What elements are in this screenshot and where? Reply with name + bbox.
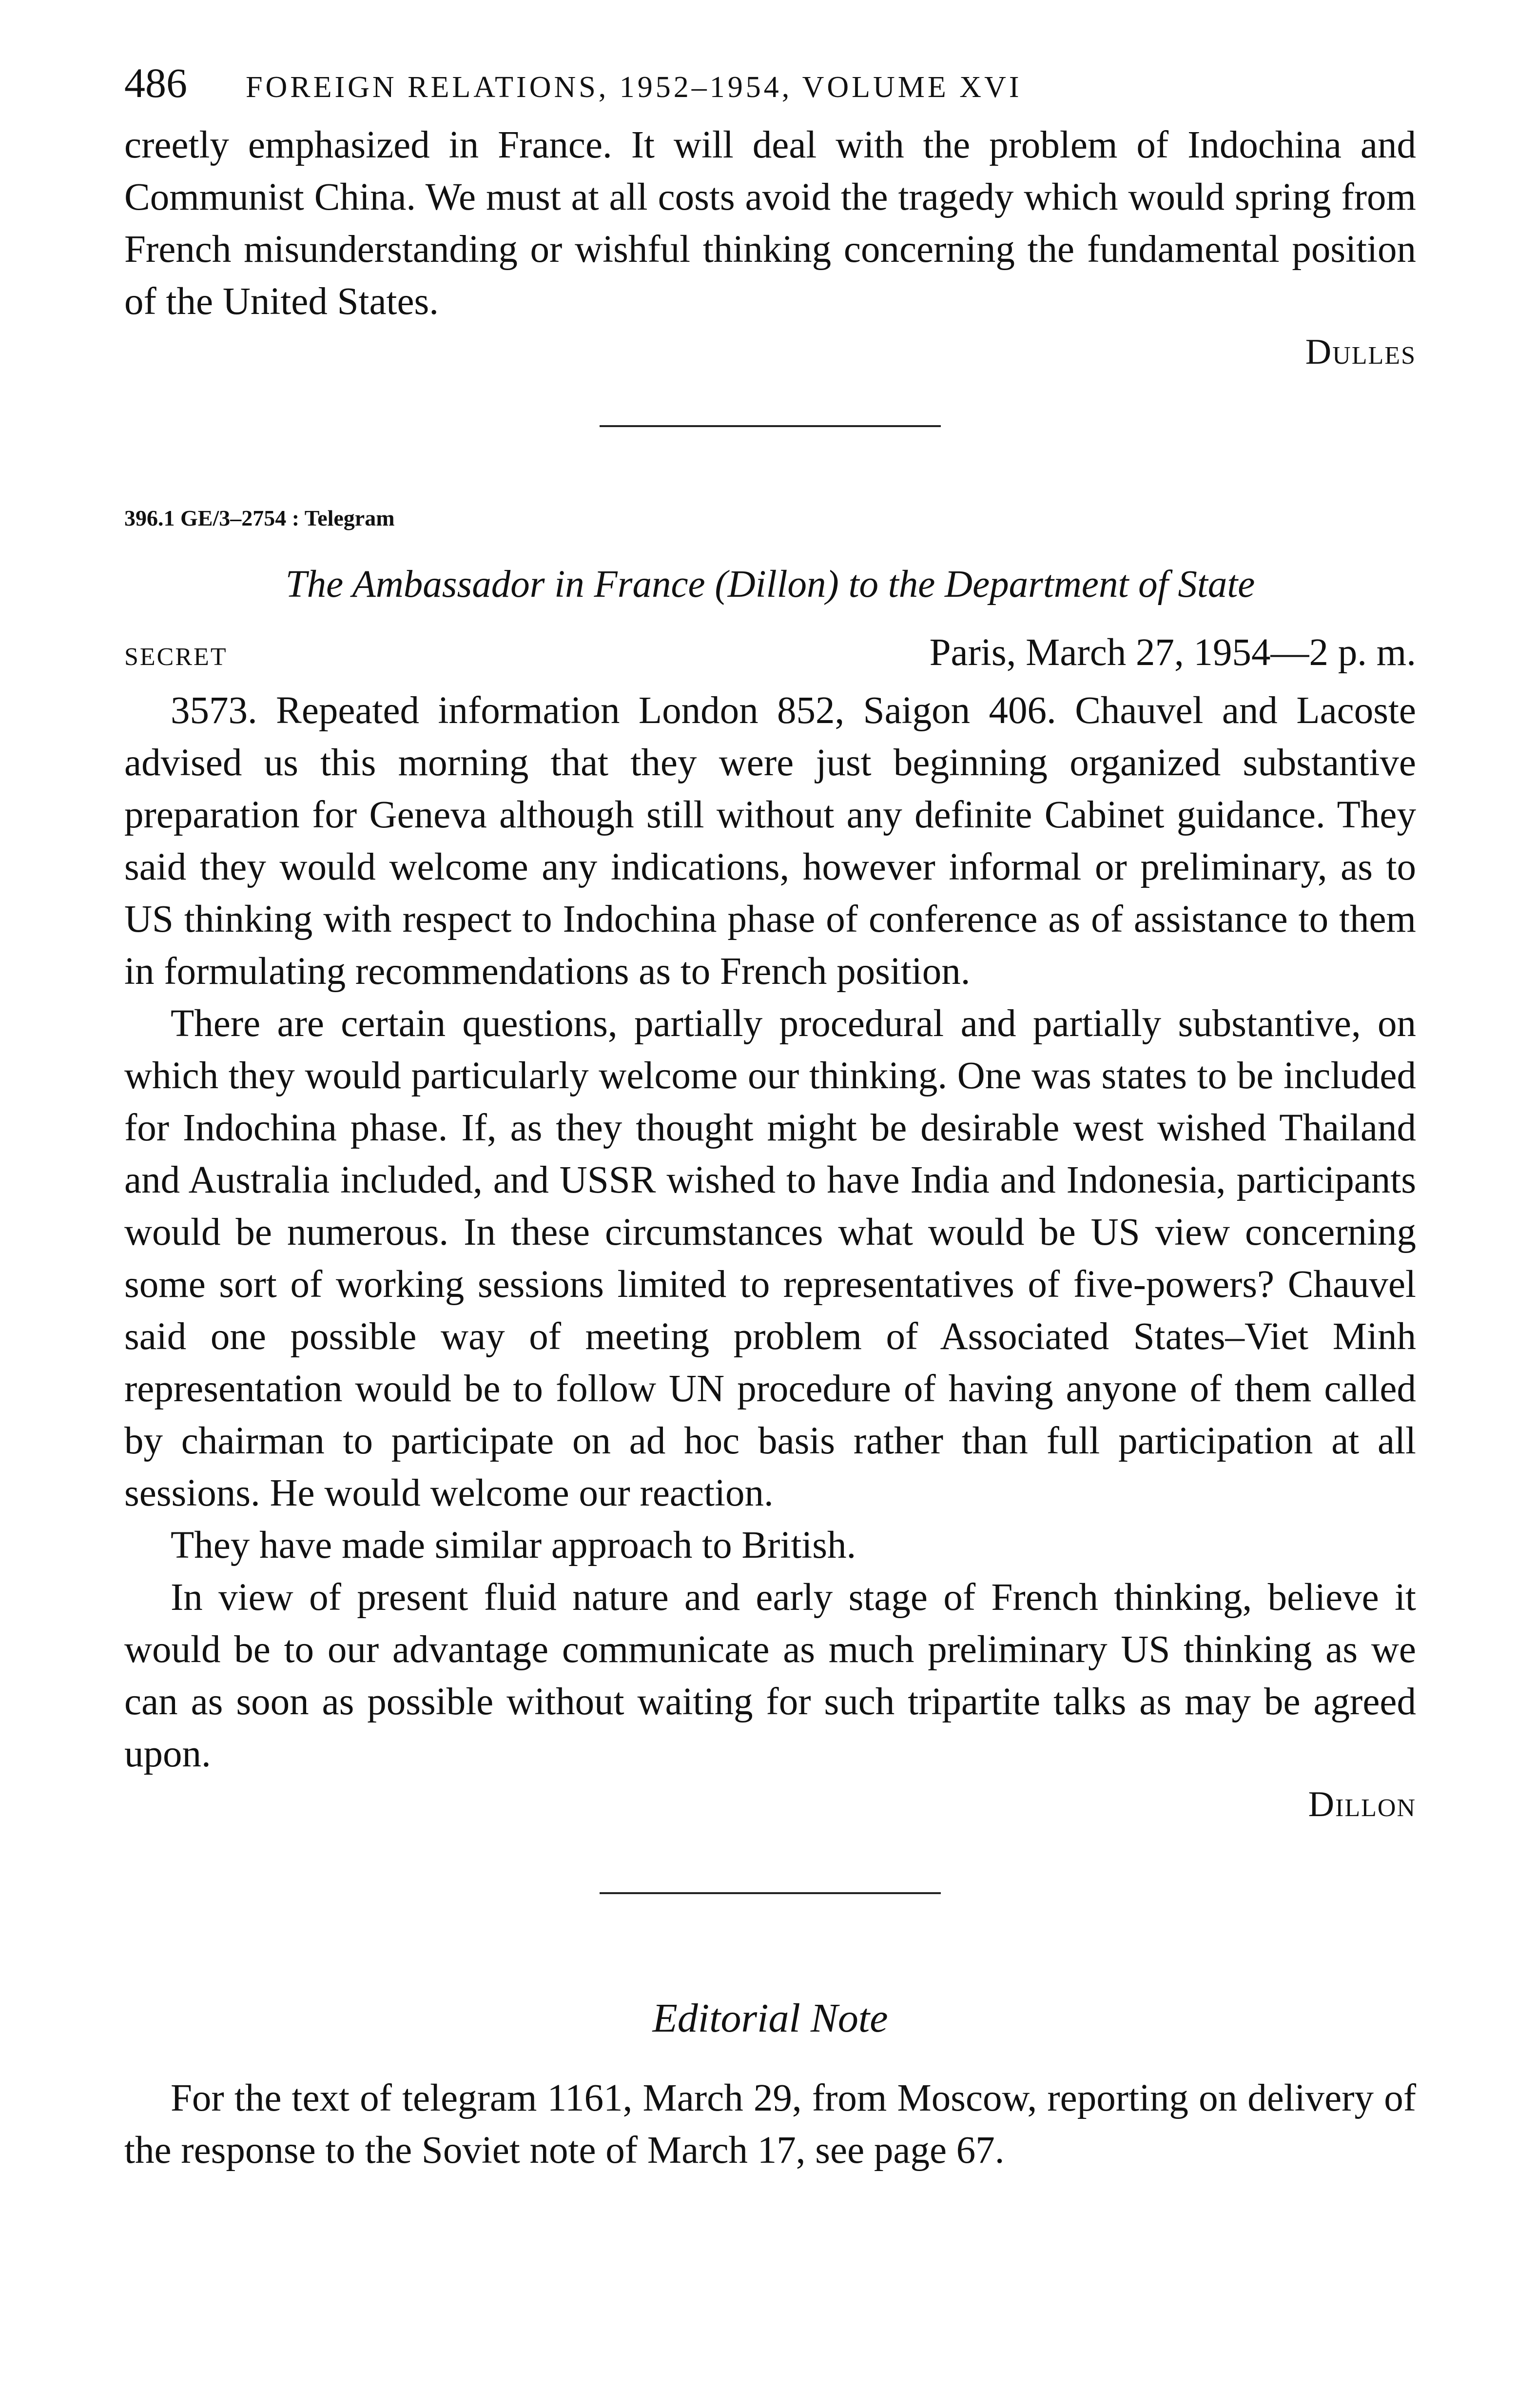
section-divider <box>600 425 941 427</box>
dateline <box>124 631 1416 675</box>
signature-dillon: Dillon <box>1308 1784 1416 1824</box>
page-number: 486 <box>124 59 187 106</box>
document-page <box>124 59 1416 2176</box>
volume-title: FOREIGN RELATIONS, 1952–1954, VOLUME XVI <box>246 71 1022 104</box>
document-title: The Ambassador in France (Dillon) to the Department of State <box>285 563 1255 606</box>
continuation-paragraph: creetly emphasized in France. It will deal with the problem of Indochina and Communist China. We must at all costs avoid the tragedy which would spring from French misunderstanding or wishful thinking concerning the fundamental position of the United States. <box>124 124 1416 323</box>
place-date: Paris, March 27, 1954—2 p. m. <box>929 631 1416 674</box>
telegram-paragraph: There are certain questions, partially procedural and partially substantive, on which they would particularly welcome our thinking. One was states to be included for Indochina phase. If, as they thought might be desirable west wished Thailand and Australia included, and USSR wished to have India and Indonesia, participants would be numerous. In these circumstances what would be US view concerning some sort of working sessions limited to representatives of five-powers? Chauvel said one possible way of meeting problem of Associated States–Viet Minh representation would be to follow UN procedure of having anyone of them called by chairman to participate on ad hoc basis rather than full participation at all sessions. He would welcome our reaction. <box>124 1002 1416 1514</box>
classification-label: SECRET <box>124 643 228 671</box>
telegram-paragraph: 3573. Repeated information London 852, Saigon 406. Chauvel and Lacoste advised us this morning that they were just beginning organized substantive preparation for Geneva although still without any definite Cabinet guidance. They said they would welcome any indications, however informal or preliminary, as to US thinking with respect to Indochina phase of conference as of assistance to them in formulating recommendations as to French position. <box>124 689 1416 993</box>
editorial-note-text: For the text of telegram 1161, March 29, from Moscow, reporting on delivery of the response to the Soviet note of March 17, see page 67. <box>124 2077 1416 2172</box>
signature-dulles: Dulles <box>1305 332 1416 372</box>
editorial-note-title: Editorial Note <box>652 1996 888 2041</box>
telegram-body <box>124 685 1416 1780</box>
section-divider <box>600 1892 941 1894</box>
file-reference: 396.1 GE/3–2754 : Telegram <box>124 506 395 530</box>
telegram-paragraph: In view of present fluid nature and early stage of French thinking, believe it would be to our advantage communicate as much preliminary US thinking as we can as soon as possible without waiting for such tripartite talks as may be agreed upon. <box>124 1576 1416 1775</box>
running-head <box>124 59 1416 117</box>
telegram-paragraph: They have made similar approach to British. <box>171 1524 856 1566</box>
